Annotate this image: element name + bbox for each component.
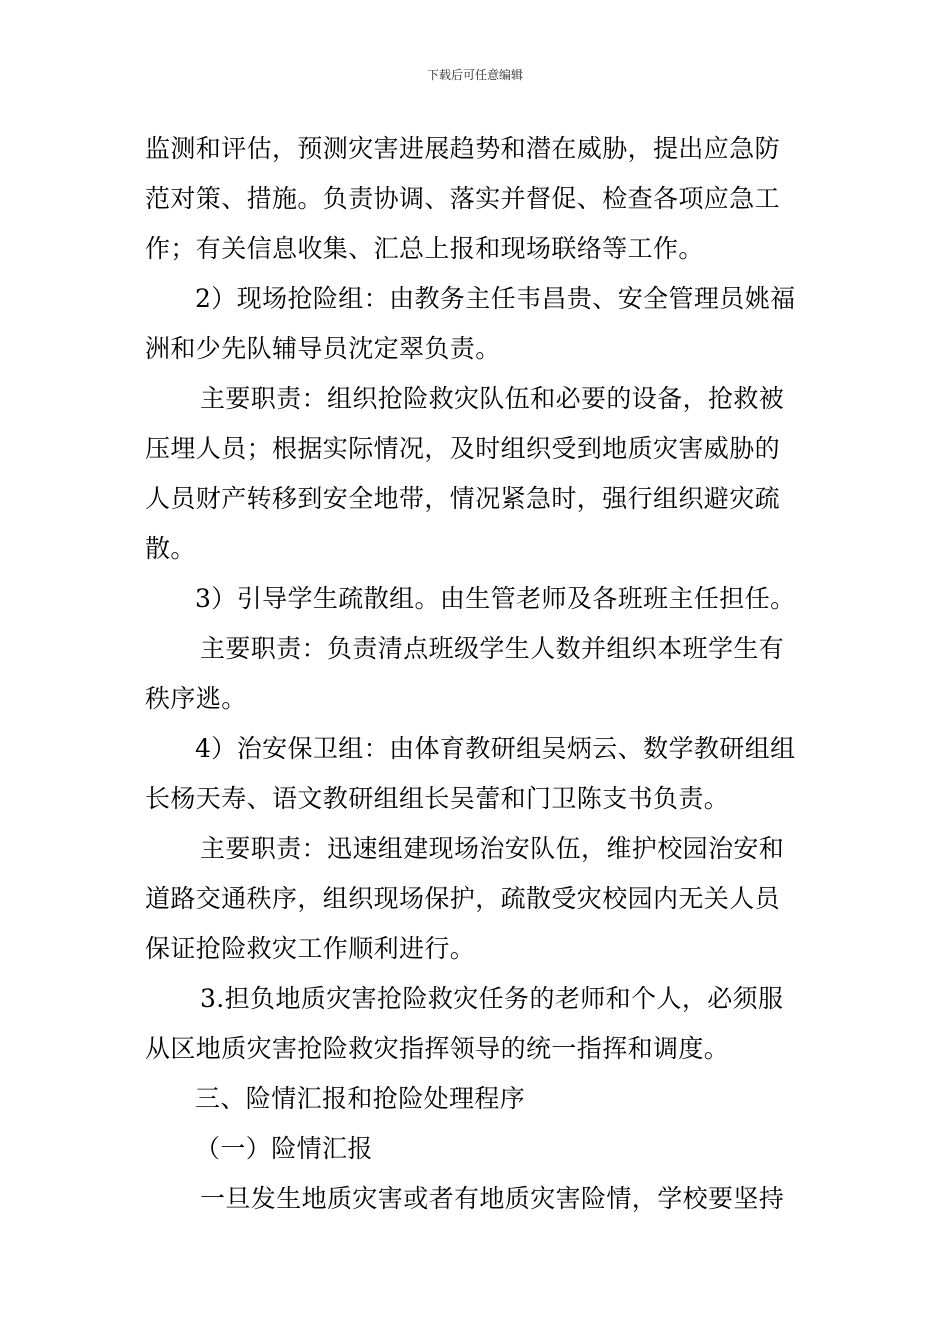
text-line: 道路交通秩序，组织现场保护，疏散受灾校园内无关人员: [145, 884, 781, 913]
text-line: 长杨天寿、语文教研组组长吴蕾和门卫陈支书负责。: [145, 784, 730, 813]
text-line: 人员财产转移到安全地带，情况紧急时，强行组织避灾疏: [145, 484, 781, 513]
text-line: 主要职责：负责清点班级学生人数并组织本班学生有: [200, 634, 785, 663]
page-header-note: 下载后可任意编辑: [426, 68, 523, 82]
text-line: 3）引导学生疏散组。由生管老师及各班班主任担任。: [195, 584, 796, 613]
text-line: 2）现场抢险组：由教务主任韦昌贵、安全管理员姚福: [195, 284, 796, 313]
text-line: 秩序逃。: [145, 684, 247, 713]
text-line: 从区地质灾害抢险救灾指挥领导的统一指挥和调度。: [145, 1034, 730, 1063]
text-line: 范对策、措施。负责协调、落实并督促、检查各项应急工: [145, 184, 781, 213]
text-line: 压埋人员；根据实际情况，及时组织受到地质灾害威胁的: [145, 434, 781, 463]
section-heading: 三、险情汇报和抢险处理程序: [195, 1084, 526, 1113]
text-line: 主要职责：组织抢险救灾队伍和必要的设备，抢救被: [200, 384, 785, 413]
subsection-heading: （一）险情汇报: [195, 1134, 373, 1163]
text-line: 保证抢险救灾工作顺利进行。: [145, 934, 476, 963]
text-line: 洲和少先队辅导员沈定翠负责。: [145, 334, 501, 363]
text-line: 主要职责：迅速组建现场治安队伍，维护校园治安和: [200, 834, 785, 863]
text-line: 监测和评估，预测灾害进展趋势和潜在威胁，提出应急防: [145, 134, 781, 163]
text-line: 一旦发生地质灾害或者有地质灾害险情，学校要坚持: [200, 1184, 785, 1213]
text-line: 作；有关信息收集、汇总上报和现场联络等工作。: [145, 234, 704, 263]
text-line: 3.担负地质灾害抢险救灾任务的老师和个人，必须服: [200, 984, 784, 1013]
text-line: 4）治安保卫组：由体育教研组吴炳云、数学教研组组: [195, 734, 796, 763]
text-line: 散。: [145, 534, 196, 563]
